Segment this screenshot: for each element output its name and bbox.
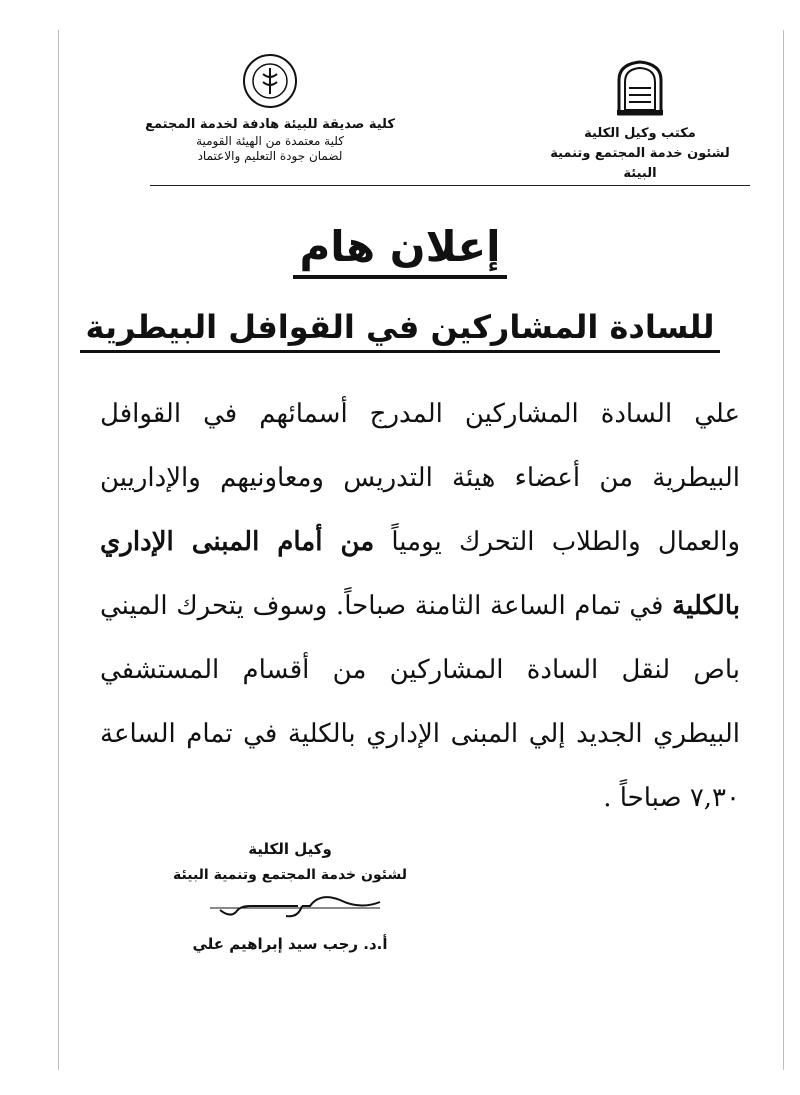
body-part-2: في تمام الساعة الثامنة صباحاً. وسوف يتحرك الميني باص لنقل السادة المشاركين من أقسام المستشفي البيطري الجديد إلي المبنى الإداري بالكلية في تمام الساعة ٧,٣٠ صباحاً . bbox=[100, 591, 740, 813]
office-title: مكتب وكيل الكلية bbox=[584, 126, 696, 141]
announcement-subtitle-text: للسادة المشاركين في القوافل البيطرية bbox=[80, 308, 721, 353]
header-faculty-block bbox=[140, 52, 400, 164]
signature-block bbox=[170, 836, 410, 956]
university-logo-icon bbox=[613, 58, 667, 116]
announcement-title bbox=[0, 222, 800, 271]
faculty-accreditation: كلية معتمدة من الهيئة القومية bbox=[196, 134, 344, 148]
header-divider bbox=[150, 185, 750, 186]
header-office-block bbox=[540, 58, 740, 184]
body-part-1: علي السادة المشاركين المدرج أسمائهم في القوافل البيطرية من أعضاء هيئة التدريس ومعاونيهم والإداريين والعمال والطلاب التحرك يومياً bbox=[100, 399, 741, 557]
signatory-title: وكيل الكلية bbox=[248, 840, 332, 858]
signatory-name: أ.د. رجب سيد إبراهيم علي bbox=[192, 935, 388, 953]
faculty-slogan: كلية صديقة للبيئة هادفة لخدمة المجتمع bbox=[145, 117, 395, 132]
handwritten-signature bbox=[190, 888, 390, 928]
faculty-emblem-icon bbox=[241, 52, 299, 110]
announcement-subtitle bbox=[0, 308, 800, 346]
announcement-title-text: إعلان هام bbox=[293, 222, 506, 279]
signatory-office: لشئون خدمة المجتمع وتنمية البيئة bbox=[173, 867, 407, 883]
announcement-body bbox=[100, 382, 740, 830]
body-bold-location: من أمام المبنى الإداري بالكلية bbox=[100, 527, 740, 621]
faculty-accreditation-2: لضمان جودة التعليم والاعتماد bbox=[197, 149, 343, 163]
office-subtitle: لشئون خدمة المجتمع وتنمية البيئة bbox=[550, 146, 730, 181]
